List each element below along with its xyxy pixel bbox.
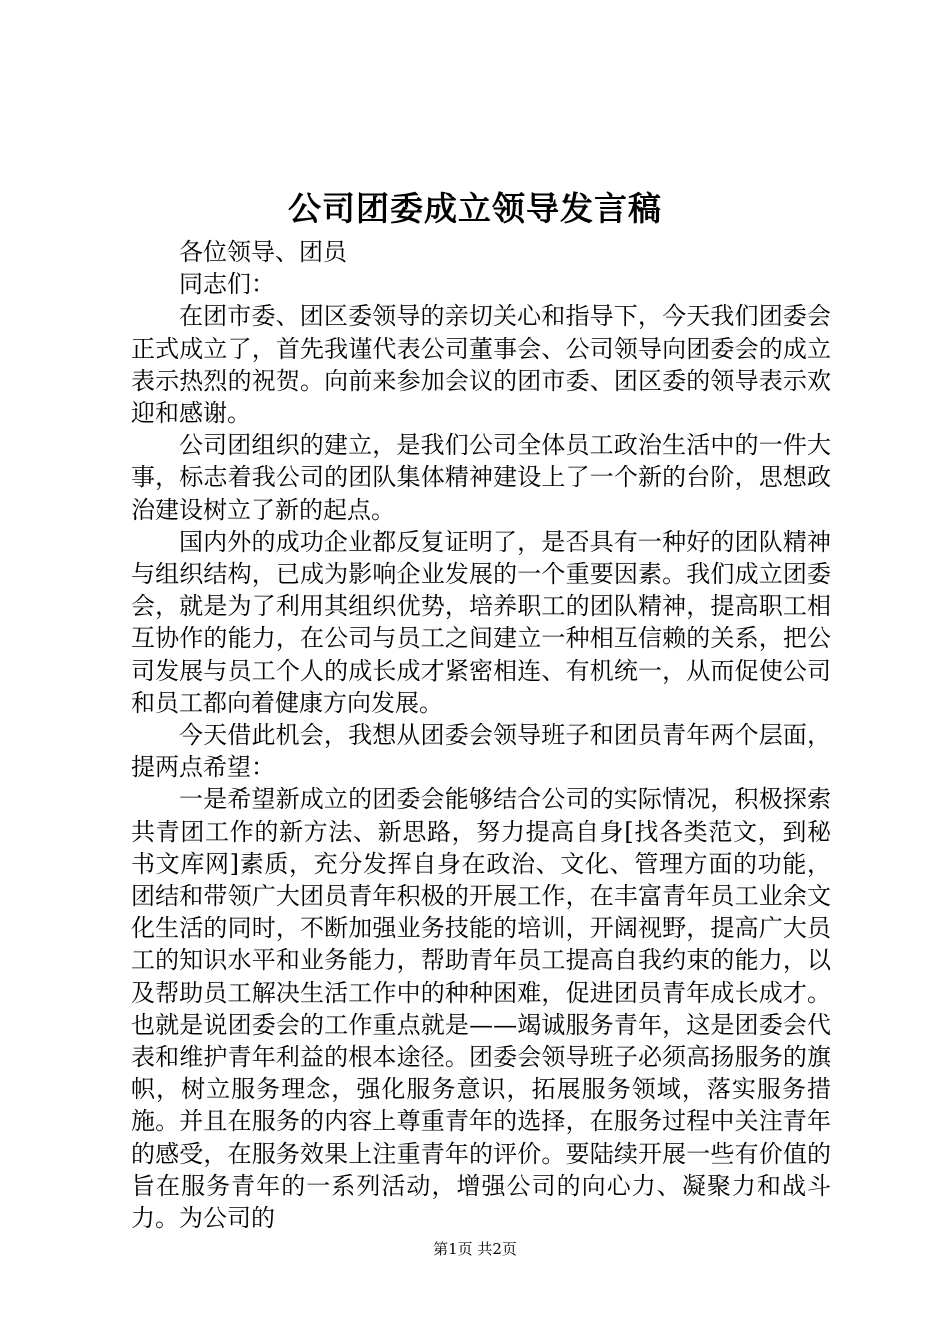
document-body — [131, 236, 831, 1234]
body-paragraph: 在团市委、团区委领导的亲切关心和指导下，今天我们团委会正式成立了，首先我谨代表公司董事会、公司领导向团委会的成立表示热烈的祝贺。向前来参加会议的团市委、团区委的领导表示欢迎和感谢。 — [131, 302, 831, 428]
body-paragraph: 公司团组织的建立，是我们公司全体员工政治生活中的一件大事，标志着我公司的团队集体精神建设上了一个新的台阶，思想政治建设树立了新的起点。 — [131, 431, 831, 524]
salutation-line: 各位领导、团员 — [179, 238, 347, 266]
body-paragraph: 今天借此机会，我想从团委会领导班子和团员青年两个层面，提两点希望： — [131, 721, 831, 782]
document-title: 公司团委成立领导发言稿 — [288, 189, 662, 228]
body-paragraph: 一是希望新成立的团委会能够结合公司的实际情况，积极探索共青团工作的新方法、新思路，努力提高自身[找各类范文，到秘书文库网]素质，充分发挥自身在政治、文化、管理方面的功能，团结和带领广大团员青年积极的开展工作，在丰富青年员工业余文化生活的同时，不断加强业务技能的培训，开阔视野，提高广大员工的知识水平和业务能力，帮助青年员工提高自我约束的能力，以及帮助员工解决生活工作中的种种困难，促进团员青年成长成才。也就是说团委会的工作重点就是——竭诚服务青年，这是团委会代表和维护青年利益的根本途径。团委会领导班子必须高扬服务的旗帜，树立服务理念，强化服务意识，拓展服务领域，落实服务措施。并且在服务的内容上尊重青年的选择，在服务过程中关注青年的感受，在服务效果上注重青年的评价。要陆续开展一些有价值的旨在服务青年的一系列活动，增强公司的向心力、凝聚力和战斗力。为公司的 — [131, 785, 831, 1233]
body-paragraph: 国内外的成功企业都反复证明了，是否具有一种好的团队精神与组织结构，已成为影响企业发展的一个重要因素。我们成立团委会，就是为了利用其组织优势，培养职工的团队精神，提高职工相互协作的能力，在公司与员工之间建立一种相互信赖的关系，把公司发展与员工个人的成长成才紧密相连、有机统一，从而促使公司和员工都向着健康方向发展。 — [131, 527, 831, 717]
salutation-line: 同志们： — [179, 270, 275, 299]
page-number-footer: 第1页 共2页 — [433, 1240, 517, 1258]
